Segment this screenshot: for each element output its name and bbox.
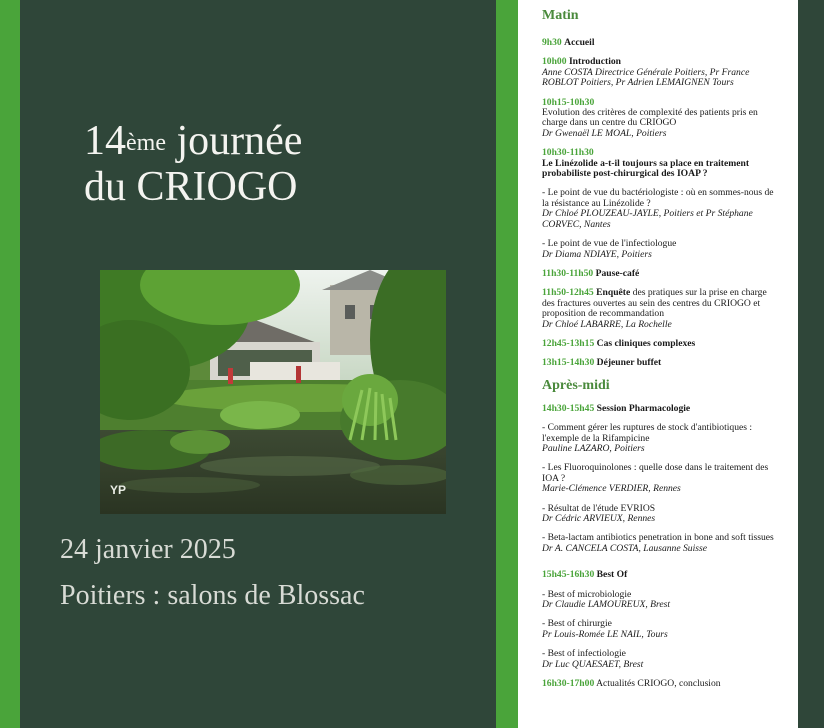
program-subitem bbox=[542, 423, 778, 454]
program-item bbox=[542, 288, 778, 330]
photo-watermark: YP bbox=[110, 483, 127, 497]
item-time: 10h15-10h30 bbox=[542, 96, 595, 108]
program-subitem bbox=[542, 533, 778, 554]
subitem-text: - Les Fluoroquinolones : quelle dose dans le traitement des IOA ? bbox=[542, 462, 769, 484]
program-item bbox=[542, 98, 778, 140]
subitem-text: - Beta-lactam antibiotics penetration in bone and soft tissues bbox=[542, 532, 774, 544]
garden-photo bbox=[100, 270, 446, 514]
item-title: Pause-café bbox=[595, 267, 640, 279]
program-subitem bbox=[542, 504, 778, 525]
program-item bbox=[542, 679, 778, 689]
program-subitem bbox=[542, 463, 778, 494]
subitem-text: - Best of microbiologie bbox=[542, 588, 632, 600]
program-subitem bbox=[542, 649, 778, 670]
subitem-text: - Le point de vue du bactériologiste : où en sommes-nous de la résistance au Linézolide ? bbox=[542, 187, 774, 209]
title-word: journée bbox=[165, 118, 303, 164]
item-time: 10h30-11h30 bbox=[542, 147, 594, 159]
item-title: Introduction bbox=[568, 56, 622, 68]
garden-photo-image bbox=[100, 270, 446, 514]
left-green-border bbox=[0, 0, 20, 728]
title-number: 14 bbox=[84, 118, 126, 164]
item-time: 11h30-11h50 bbox=[542, 267, 594, 279]
program-item bbox=[542, 358, 778, 368]
item-time: 10h00 bbox=[542, 56, 567, 68]
event-title bbox=[84, 118, 302, 210]
subitem-text: - Best of chirurgie bbox=[542, 618, 612, 630]
item-text: Evolution des critères de complexité des patients pris en charge dans un centre du CRIOGO bbox=[542, 107, 758, 129]
program-subitem bbox=[542, 188, 778, 230]
item-time: 13h15-14h30 bbox=[542, 357, 595, 369]
afternoon-heading: Après-midi bbox=[542, 377, 610, 393]
subitem-text: - Résultat de l'étude EVRIOS bbox=[542, 502, 656, 514]
item-time: 15h45-16h30 bbox=[542, 569, 595, 581]
event-location: Poitiers : salons de Blossac bbox=[60, 580, 365, 611]
program-item bbox=[542, 339, 778, 349]
subitem-text: - Le point de vue de l'infectiologue bbox=[542, 238, 677, 250]
program-item bbox=[542, 269, 778, 279]
program-column bbox=[518, 0, 798, 728]
subitem-speaker: Dr Cédric ARVIEUX, Rennes bbox=[542, 513, 656, 524]
subitem-speaker: Dr Diama NDIAYE, Poitiers bbox=[542, 248, 652, 260]
morning-heading: Matin bbox=[542, 8, 579, 23]
right-dark-border bbox=[798, 0, 824, 728]
program-subitem bbox=[542, 590, 778, 611]
subitem-speaker: Marie-Clémence VERDIER, Rennes bbox=[542, 483, 681, 495]
program-item bbox=[542, 38, 778, 48]
item-time: 9h30 bbox=[542, 37, 562, 48]
item-text: des pratiques sur la prise en charge des fractures ouvertes au sein des centres du CRIOGO et proposition de recommandation bbox=[542, 287, 767, 320]
item-title: Accueil bbox=[564, 37, 595, 48]
subitem-speaker: Pauline LAZARO, Poitiers bbox=[542, 442, 645, 454]
item-title: Le Linézolide a-t-il toujours sa place en traitement probabiliste post-chirurgical des IOAP ? bbox=[542, 157, 750, 180]
subitem-speaker: Pr Louis-Romée LE NAIL, Tours bbox=[542, 628, 668, 640]
title-superscript: ème bbox=[126, 130, 166, 156]
item-time: 11h50-12h45 bbox=[542, 287, 594, 299]
subitem-speaker: Dr Claudie LAMOUREUX, Brest bbox=[542, 599, 671, 611]
item-title: Déjeuner buffet bbox=[596, 357, 662, 369]
subitem-text: - Best of infectiologie bbox=[542, 648, 626, 660]
subitem-speaker: Dr Chloé PLOUZEAU-JAYLE, Poitiers et Pr Stéphane CORVEC, Nantes bbox=[542, 208, 753, 230]
subitem-speaker: Dr A. CANCELA COSTA, Lausanne Suisse bbox=[542, 542, 707, 554]
item-title: Enquête bbox=[596, 287, 631, 299]
item-title: Session Pharmacologie bbox=[596, 402, 691, 414]
item-time: 16h30-17h00 bbox=[542, 678, 595, 690]
program-item bbox=[542, 404, 778, 414]
subitem-text: - Comment gérer les ruptures de stock d'antibiotiques : l'exemple de la Rifampicine bbox=[542, 422, 753, 444]
item-title: Cas cliniques complexes bbox=[596, 337, 696, 349]
program-content bbox=[542, 8, 778, 698]
program-subitem bbox=[542, 619, 778, 640]
item-time: 12h45-13h15 bbox=[542, 337, 595, 349]
program-item bbox=[542, 148, 778, 179]
subitem-speaker: Dr Luc QUAESAET, Brest bbox=[542, 658, 644, 670]
item-speaker: Anne COSTA Directrice Générale Poitiers, Pr France ROBLOT Poitiers, Pr Adrien LEMAIGNEN Tours bbox=[542, 66, 750, 89]
middle-green-border bbox=[496, 0, 518, 728]
item-title: Best Of bbox=[596, 569, 628, 581]
program-subitem bbox=[542, 239, 778, 260]
title-line2: du CRIOGO bbox=[84, 164, 298, 210]
item-speaker: Dr Gwenaël LE MOAL, Poitiers bbox=[542, 127, 667, 139]
item-text: Actualités CRIOGO, conclusion bbox=[596, 678, 721, 690]
item-time: 14h30-15h45 bbox=[542, 402, 595, 414]
program-item bbox=[542, 57, 778, 88]
item-speaker: Dr Chloé LABARRE, La Rochelle bbox=[542, 318, 672, 330]
event-date: 24 janvier 2025 bbox=[60, 534, 236, 565]
program-item bbox=[542, 570, 778, 580]
